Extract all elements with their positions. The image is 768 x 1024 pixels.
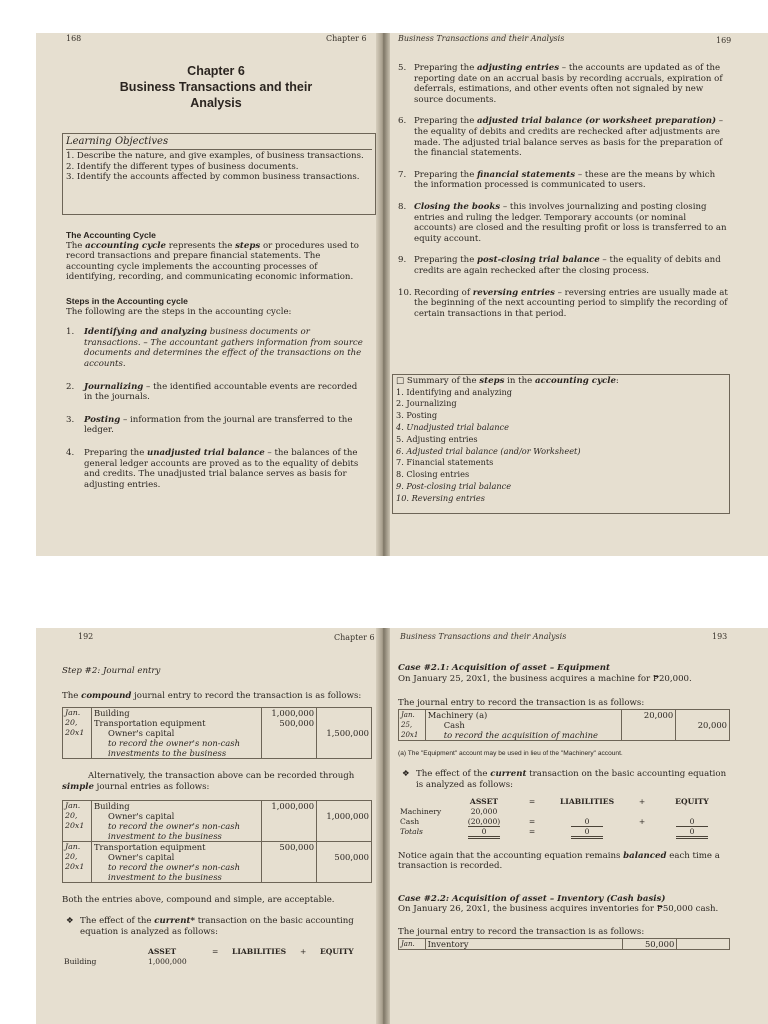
account-name: Building [91,801,261,812]
chapter-heading [96,63,336,111]
objective-item: 3. Identify the accounts affected by common business transactions. [66,172,360,183]
paragraph: The accounting cycle represents the steps or procedures used to record transactions and prepare financial statements. The accounting cycle implements the accounting processes of identifying, recording, and communicating economic information. [66,240,359,283]
step-item: 8. Closing the books – this involves journalizing and posting closing entries and ruling the ledger. Temporary accounts (or nominal accounts) are closed and the resulting profit or loss is transferred to an equity account. [398,201,727,244]
compound-journal-entry: Jan. 20, 20x1 Building 1,000,000 Transportation equipment 500,000 Owner's capital 1,500,000 to record the owner's non-cash investments to the business [62,707,372,759]
chapter-label: Chapter 6 [187,64,245,78]
page-192 [36,628,378,1024]
credit-amount [317,708,372,719]
page-169 [386,33,768,556]
step-label: Step #2: Journal entry [62,666,161,676]
debit-amount: 50,000 [623,938,677,949]
summary-item: 5. Adjusting entries [396,433,478,444]
account-name: Transportation equipment [91,718,261,728]
debit-amount: 20,000 [622,709,676,720]
paragraph: Notice again that the accounting equation remains balanced each time a transaction is recorded. [398,850,720,872]
page-body [398,628,730,950]
step-item: 4. Preparing the unadjusted trial balance – the balances of the general ledger accounts are proved as to the equality of debits and credits. The unadjusted trial balance serves as basis for adjusting entries. [66,447,359,490]
learning-objectives-box [62,133,376,215]
paragraph: On January 26, 20x1, the business acquires inventories for ₱50,000 cash. [398,904,719,915]
footnote: (a) The "Equipment" account may be used in lieu of the "Machinery" account. [398,749,623,757]
credit-amount [317,718,372,728]
paragraph: Both the entries above, compound and simple, are acceptable. [62,895,335,906]
summary-title: □ Summary of the steps in the accounting cycle: [396,376,619,386]
bullet-paragraph: ❖ The effect of the current transaction on the basic accounting equation is analyzed as follows: [402,769,727,790]
page-body [62,628,372,967]
debit-amount: 500,000 [262,718,317,728]
credit-amount: 20,000 [676,720,730,730]
table-row: Totals 0 = 0 0 [398,827,728,837]
bullet-paragraph: ❖ The effect of the current* transaction on the basic accounting equation is analyzed as follows: [66,915,354,937]
book-spread-bottom [36,628,768,1024]
simple-journal-entries: Jan. 20, 20x1 Building 1,000,000 Owner's capital 1,000,000 to record the owner's non-cash investment to the business Jan. 20, 20x1 Transportation equipment 500,000 Owner's capital 500,000 to record the owner's non-cash investment to the business [62,800,372,883]
summary-item: 4. Unadjusted trial balance [396,421,509,432]
table-row: Machinery 20,000 [400,806,498,816]
paragraph: The journal entry to record the transaction is as follows: [398,926,645,937]
objectives-title: Learning Objectives [66,136,169,147]
objective-item: 2. Identify the different types of business documents. [66,161,299,172]
paragraph: The following are the steps in the accounting cycle: [66,306,292,317]
case-title: Case #2.2: Acquisition of asset – Inventory (Cash basis) [398,893,666,904]
equation-analysis-table: ASSET = LIABILITIES + EQUITY Machinery 20,000 Cash (20,000) = 0 + 0 Totals 0 = 0 0 [398,797,728,837]
page-193 [386,628,768,1024]
debit-amount: 1,000,000 [262,801,317,812]
summary-item: 3. Posting [396,410,438,421]
paragraph: The compound journal entry to record the transaction is as follows: [62,690,362,701]
paragraph: The journal entry to record the transaction is as follows: [398,698,645,709]
step-item: 9. Preparing the post-closing trial balance – the equality of debits and credits are again rechecked after the closing process. [398,255,721,276]
page-number: 193 [712,632,728,641]
page-168 [36,33,378,556]
summary-item: 6. Adjusted trial balance (and/or Worksheet) [396,445,581,456]
running-header: Business Transactions and their Analysis [398,34,565,43]
account-name: Cash [425,720,622,730]
debit-amount: 1,000,000 [262,708,317,719]
entry-memo: to record the owner's non-cash investment to the business [91,862,261,883]
summary-item: 10. Reversing entries [396,492,485,503]
page-number: 168 [66,34,82,43]
account-name: Inventory [425,938,623,949]
section-heading: The Accounting Cycle [66,230,156,240]
paragraph: On January 25, 20x1, the business acquires a machine for ₱20,000. [398,673,692,684]
entry-memo: to record the owner's non-cash investment to the business [91,821,261,842]
book-spread-top [36,33,768,556]
credit-amount: 1,000,000 [317,811,372,821]
step-item: 10. Recording of reversing entries – reversing entries are usually made at the beginning of the next accounting period to simplify the recording of certain transactions in that period. [398,287,728,319]
chapter-title: Business Transactions and their Analysis [119,80,313,110]
step-item: 3. Posting – information from the journal are transferred to the ledger. [66,414,353,436]
table-row: Cash (20,000) = 0 + 0 [398,817,728,827]
step-item: 7. Preparing the financial statements – these are the means by which the information processed is communicated to users. [398,169,716,191]
running-header: Business Transactions and their Analysis [400,632,567,641]
inventory-journal-entry: Jan. Inventory 50,000 [398,938,730,950]
summary-box [392,374,730,514]
entry-memo: to record the owner's non-cash investments to the business [91,738,261,759]
accounting-cycle-section [66,230,368,490]
objective-item: 1. Describe the nature, and give examples, of business transactions. [66,151,364,161]
step-item: 1. Identifying and analyzing business documents or transactions. – The accountant gathers information from source documents and determines the effect of the transactions on the accounts. [66,327,363,369]
account-name: Owner's capital [91,728,261,738]
running-header: Chapter 6 [326,34,367,43]
credit-amount: 1,500,000 [317,728,372,738]
page-number: 192 [78,632,94,641]
step-item: 2. Journalizing – the identified accountable events are recorded in the journals. [66,381,358,403]
summary-item: 9. Post-closing trial balance [396,480,512,491]
summary-item: 7. Financial statements [396,457,494,468]
running-header: Chapter 6 [334,633,375,642]
equation-analysis-table: ASSET = LIABILITIES + EQUITY Building 1,000,000 [64,947,354,967]
step-item: 6. Preparing the adjusted trial balance (or worksheet preparation) – the equality of debits and credits are rechecked after adjustments are made. The adjusted trial balance serves as basis for the preparation of the financial statements. [398,116,724,159]
debit-amount: 500,000 [262,842,317,853]
diamond-bullet-icon: ❖ [66,915,74,926]
credit-amount: 500,000 [317,852,372,862]
section-heading: Steps in the Accounting cycle [66,295,188,306]
paragraph: Alternatively, the transaction above can be recorded through simple journal entries as follows: [62,771,355,792]
account-name: Owner's capital [91,811,261,821]
summary-item: 1. Identifying and analyzing [396,386,513,397]
summary-item: 2. Journalizing [396,398,457,409]
case-title: Case #2.1: Acquisition of asset – Equipment [398,663,610,673]
step-item: 5. Preparing the adjusting entries – the accounts are updated as of the reporting date on an accrual basis by recording accruals, expiration of deferrals, estimations, and other events often not signaled by new source documents. [398,63,723,105]
book-icon: □ [396,376,405,386]
machinery-journal-entry: Jan. 25, 20x1 Machinery (a) 20,000 Cash 20,000 to record the acquisition of machine [398,709,730,741]
entry-memo: to record the acquisition of machine [425,730,622,741]
summary-item: 8. Closing entries [396,469,470,480]
page-number: 169 [716,36,732,45]
account-name: Transportation equipment [91,842,261,853]
steps-continued [398,63,728,319]
diamond-bullet-icon: ❖ [402,769,410,780]
debit-amount [262,728,317,738]
account-name: Building [91,708,261,719]
credit-amount [676,709,730,720]
account-name: Machinery (a) [425,709,622,720]
account-name: Owner's capital [91,852,261,862]
